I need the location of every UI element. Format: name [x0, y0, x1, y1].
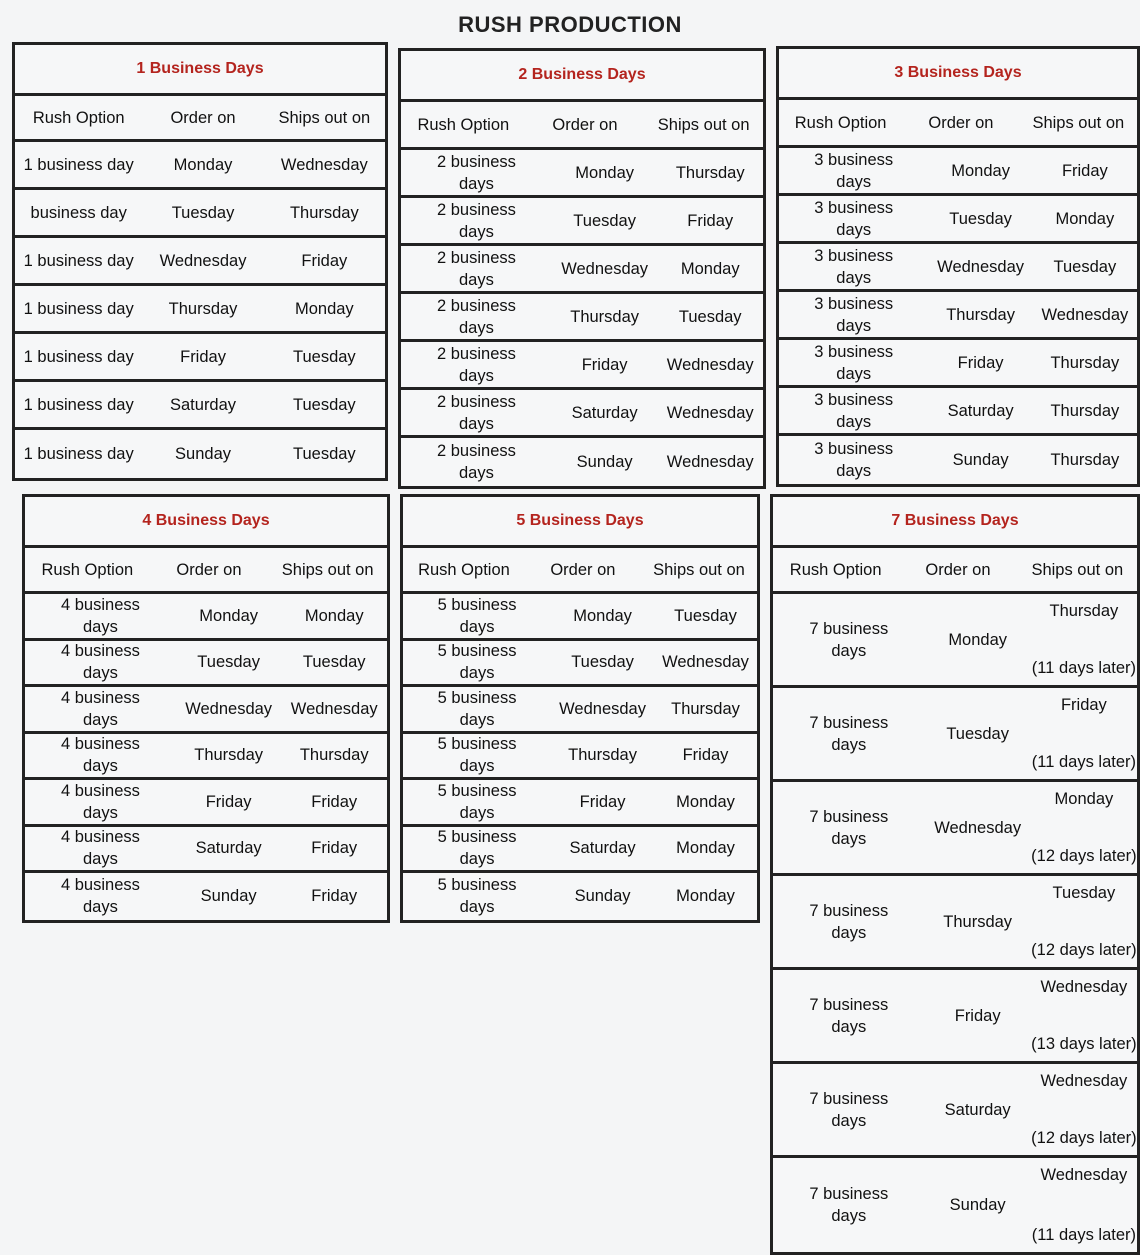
- ships-out-cell: Wednesday: [1041, 305, 1129, 324]
- ships-out-cell: Friday: [311, 792, 358, 811]
- table-title: 7 Business Days: [773, 497, 1137, 548]
- order-on-cell: Thursday: [946, 305, 1015, 324]
- rush-option-cell: 7 business days: [809, 1089, 889, 1130]
- ships-out-cell: Monday: [676, 839, 735, 858]
- rush-option-cell: 4 business days: [60, 735, 140, 776]
- table-row: [779, 244, 1137, 292]
- schedule-table: [776, 46, 1140, 487]
- rush-option-cell: business day: [30, 203, 127, 222]
- header-row: [15, 96, 385, 142]
- table-row: [401, 246, 763, 294]
- order-on-cell: Saturday: [569, 839, 636, 858]
- rush-option-cell: 4 business days: [60, 688, 140, 729]
- ships-out-cell: [1031, 782, 1137, 873]
- header-rush-option: Rush Option: [32, 108, 125, 127]
- rush-option-cell: 4 business days: [60, 595, 140, 636]
- order-on-cell: Wednesday: [937, 257, 1025, 276]
- ships-out-cell: Wednesday: [280, 155, 368, 174]
- order-on-cell: Friday: [581, 355, 628, 374]
- order-on-cell: Thursday: [194, 746, 264, 765]
- order-on-cell: Tuesday: [949, 209, 1012, 228]
- ships-day: Wednesday: [1040, 1072, 1128, 1090]
- header-order-on: Order on: [550, 560, 616, 579]
- header-order-on: Order on: [928, 113, 994, 132]
- rush-option-cell: 2 business days: [436, 296, 516, 337]
- ships-out-cell: Tuesday: [293, 347, 356, 366]
- rush-option-cell: 7 business days: [809, 901, 889, 942]
- rush-option-cell: 5 business days: [437, 781, 517, 822]
- table-row: [779, 388, 1137, 436]
- rush-option-cell: 2 business days: [436, 152, 516, 193]
- table-row: [773, 688, 1137, 782]
- table-row: [779, 436, 1137, 484]
- header-order-on: Order on: [170, 108, 236, 127]
- ships-out-cell: [1031, 594, 1137, 685]
- header-rush-option: Rush Option: [789, 560, 882, 579]
- order-on-cell: Thursday: [168, 299, 238, 318]
- rush-option-cell: 5 business days: [437, 688, 517, 729]
- days-later-note: (11 days later): [1031, 1226, 1137, 1244]
- table-title: 2 Business Days: [401, 51, 763, 102]
- ships-out-cell: [1031, 688, 1137, 779]
- ships-out-cell: Thursday: [1050, 353, 1120, 372]
- table-row: [25, 827, 387, 874]
- rush-option-cell: 1 business day: [23, 155, 134, 174]
- order-on-cell: Saturday: [170, 395, 237, 414]
- table-row: [773, 1064, 1137, 1158]
- table-row: [403, 641, 757, 688]
- order-on-cell: Sunday: [576, 453, 633, 471]
- days-later-note: (11 days later): [1031, 659, 1137, 677]
- ships-out-cell: Monday: [676, 887, 735, 906]
- header-ships-out-on: Ships out on: [1031, 560, 1124, 579]
- order-on-cell: Monday: [199, 606, 258, 625]
- order-on-cell: Friday: [957, 353, 1004, 372]
- table-row: [773, 594, 1137, 688]
- ships-out-cell: Wednesday: [666, 453, 754, 471]
- schedule-table: [400, 494, 760, 923]
- table-row: [401, 390, 763, 438]
- header-rush-option: Rush Option: [418, 560, 510, 579]
- days-later-note: (12 days later): [1031, 1129, 1137, 1147]
- rush-option-cell: 3 business days: [814, 246, 894, 287]
- order-on-cell: Tuesday: [571, 653, 634, 672]
- rush-option-cell: 2 business days: [436, 442, 516, 482]
- rush-option-cell: 4 business days: [60, 828, 140, 869]
- rush-option-cell: 2 business days: [436, 344, 516, 385]
- ships-out-cell: Monday: [294, 299, 354, 318]
- order-on-cell: Friday: [180, 347, 226, 366]
- schedule-table: [12, 42, 388, 481]
- table-row: [15, 382, 385, 430]
- ships-day: Friday: [1060, 696, 1107, 714]
- ships-out-cell: Tuesday: [293, 395, 356, 414]
- ships-out-cell: Monday: [1055, 209, 1115, 228]
- schedule-table: [770, 494, 1140, 1255]
- ships-out-cell: Friday: [311, 887, 358, 906]
- rush-option-cell: 7 business days: [809, 619, 889, 660]
- header-row: [403, 548, 757, 594]
- ships-day: Wednesday: [1040, 978, 1128, 996]
- order-on-cell: Tuesday: [171, 203, 235, 222]
- order-on-cell: Friday: [954, 1006, 1001, 1025]
- rush-option-cell: 1 business day: [23, 395, 134, 414]
- rush-option-cell: 7 business days: [809, 1185, 889, 1225]
- table-row: [25, 641, 387, 688]
- table-title: 3 Business Days: [779, 49, 1137, 100]
- days-later-note: (12 days later): [1031, 847, 1137, 865]
- rush-option-cell: 4 business days: [60, 876, 140, 917]
- order-on-cell: Monday: [573, 606, 632, 625]
- table-row: [25, 873, 387, 920]
- table-row: [25, 734, 387, 781]
- rush-option-cell: 1 business day: [23, 445, 134, 463]
- ships-out-cell: Tuesday: [674, 606, 737, 625]
- header-ships-out-on: Ships out on: [653, 560, 745, 579]
- ships-out-cell: Friday: [301, 251, 348, 270]
- rush-option-cell: 3 business days: [814, 342, 894, 383]
- order-on-cell: Wednesday: [561, 259, 649, 278]
- rush-option-cell: 1 business day: [23, 251, 134, 270]
- table-row: [403, 873, 757, 920]
- table-row: [401, 294, 763, 342]
- table-row: [15, 286, 385, 334]
- ships-out-cell: Wednesday: [662, 653, 749, 672]
- table-row: [15, 430, 385, 478]
- order-on-cell: Sunday: [175, 445, 232, 463]
- ships-out-cell: Thursday: [289, 203, 359, 222]
- ships-out-cell: Wednesday: [666, 403, 754, 422]
- rush-option-cell: 7 business days: [809, 807, 889, 848]
- ships-out-cell: Thursday: [1050, 451, 1120, 469]
- order-on-cell: Sunday: [952, 451, 1009, 469]
- ships-out-cell: Tuesday: [678, 307, 742, 326]
- order-on-cell: Tuesday: [573, 211, 636, 230]
- table-row: [403, 780, 757, 827]
- header-order-on: Order on: [552, 115, 618, 134]
- rush-option-cell: 4 business days: [60, 781, 140, 822]
- table-row: [401, 342, 763, 390]
- days-later-note: (13 days later): [1031, 1035, 1137, 1053]
- order-on-cell: Wednesday: [559, 699, 646, 718]
- ships-out-cell: Monday: [304, 606, 364, 625]
- header-row: [779, 100, 1137, 148]
- header-rush-option: Rush Option: [417, 115, 510, 134]
- days-later-note: (12 days later): [1031, 941, 1137, 959]
- order-on-cell: Thursday: [943, 912, 1013, 931]
- schedule-table: [398, 48, 766, 489]
- ships-out-cell: [1031, 1064, 1137, 1155]
- header-row: [401, 102, 763, 150]
- table-row: [779, 196, 1137, 244]
- table-row: [403, 594, 757, 641]
- rush-option-cell: 2 business days: [436, 392, 516, 433]
- order-on-cell: Sunday: [200, 887, 257, 906]
- table-row: [779, 148, 1137, 196]
- days-later-note: (11 days later): [1031, 753, 1137, 771]
- rush-option-cell: 1 business day: [23, 299, 134, 318]
- rush-option-cell: 5 business days: [437, 735, 517, 776]
- order-on-cell: Saturday: [571, 403, 638, 422]
- table-row: [15, 238, 385, 286]
- order-on-cell: Wednesday: [159, 251, 247, 270]
- rush-option-cell: 5 business days: [437, 828, 517, 869]
- table-row: [401, 438, 763, 486]
- ships-out-cell: [1031, 1158, 1137, 1252]
- ships-out-cell: Friday: [687, 211, 734, 230]
- table-row: [25, 780, 387, 827]
- order-on-cell: Tuesday: [197, 653, 260, 672]
- ships-out-cell: Wednesday: [666, 355, 754, 374]
- ships-out-cell: Friday: [311, 839, 358, 858]
- table-row: [403, 734, 757, 781]
- header-order-on: Order on: [925, 560, 991, 579]
- rush-option-cell: 1 business day: [23, 347, 134, 366]
- table-row: [25, 594, 387, 641]
- ships-day: Monday: [1054, 790, 1114, 808]
- order-on-cell: Sunday: [949, 1196, 1006, 1214]
- table-row: [773, 876, 1137, 970]
- table-row: [401, 198, 763, 246]
- rush-option-cell: 7 business days: [809, 995, 889, 1036]
- page-title: RUSH PRODUCTION: [458, 12, 682, 37]
- rush-option-cell: 5 business days: [437, 595, 517, 636]
- ships-out-cell: Friday: [682, 746, 729, 765]
- ships-out-cell: Friday: [1061, 161, 1108, 180]
- header-row: [25, 548, 387, 594]
- ships-out-cell: Tuesday: [302, 653, 366, 672]
- order-on-cell: Friday: [205, 792, 252, 811]
- ships-out-cell: Thursday: [675, 163, 745, 182]
- order-on-cell: Thursday: [570, 307, 640, 326]
- table-row: [401, 150, 763, 198]
- table-title: 5 Business Days: [403, 497, 757, 548]
- table-title: 1 Business Days: [15, 45, 385, 96]
- table-row: [773, 970, 1137, 1064]
- ships-day: Tuesday: [1052, 884, 1116, 902]
- table-row: [403, 687, 757, 734]
- rush-option-cell: 4 business days: [60, 642, 140, 683]
- ships-out-cell: [1031, 876, 1137, 967]
- rush-option-cell: 3 business days: [814, 198, 894, 239]
- table-row: [15, 142, 385, 190]
- ships-out-cell: Thursday: [671, 699, 740, 718]
- ships-out-cell: [1031, 970, 1137, 1061]
- table-row: [15, 334, 385, 382]
- rush-option-cell: 3 business days: [814, 440, 894, 480]
- rush-option-cell: 3 business days: [814, 150, 894, 191]
- order-on-cell: Thursday: [568, 746, 637, 765]
- order-on-cell: Monday: [948, 630, 1008, 649]
- table-row: [773, 782, 1137, 876]
- table-row: [403, 827, 757, 874]
- ships-out-cell: Tuesday: [293, 445, 356, 463]
- order-on-cell: Wednesday: [934, 818, 1022, 837]
- table-row: [773, 1158, 1137, 1252]
- table-row: [25, 687, 387, 734]
- rush-option-cell: 2 business days: [436, 200, 516, 241]
- header-rush-option: Rush Option: [794, 113, 887, 132]
- order-on-cell: Wednesday: [185, 699, 273, 718]
- order-on-cell: Monday: [173, 155, 233, 174]
- header-ships-out-on: Ships out on: [657, 115, 750, 134]
- header-ships-out-on: Ships out on: [278, 108, 371, 127]
- rush-option-cell: 3 business days: [814, 294, 894, 335]
- order-on-cell: Saturday: [944, 1100, 1011, 1119]
- ships-out-cell: Thursday: [299, 746, 369, 765]
- table-row: [779, 292, 1137, 340]
- ships-out-cell: Wednesday: [290, 699, 378, 718]
- order-on-cell: Tuesday: [946, 724, 1009, 743]
- ships-out-cell: Tuesday: [1053, 257, 1117, 276]
- ships-out-cell: Monday: [676, 792, 735, 811]
- header-row: [773, 548, 1137, 594]
- table-row: [15, 190, 385, 238]
- table-row: [779, 340, 1137, 388]
- header-ships-out-on: Ships out on: [1032, 113, 1125, 132]
- ships-out-cell: Thursday: [1050, 401, 1120, 420]
- ships-day: Wednesday: [1040, 1166, 1128, 1184]
- order-on-cell: Saturday: [195, 839, 262, 858]
- header-rush-option: Rush Option: [41, 560, 134, 579]
- rush-option-cell: 5 business days: [437, 642, 517, 683]
- ships-out-cell: Monday: [680, 259, 740, 278]
- table-title: 4 Business Days: [25, 497, 387, 548]
- ships-day: Thursday: [1049, 602, 1119, 620]
- order-on-cell: Friday: [579, 792, 626, 811]
- rush-option-cell: 2 business days: [436, 248, 516, 289]
- rush-option-cell: 7 business days: [809, 713, 889, 754]
- order-on-cell: Monday: [575, 163, 634, 182]
- rush-option-cell: 3 business days: [814, 390, 894, 431]
- order-on-cell: Saturday: [947, 401, 1014, 420]
- order-on-cell: Sunday: [574, 887, 631, 906]
- order-on-cell: Monday: [951, 161, 1010, 180]
- rush-option-cell: 5 business days: [437, 876, 517, 917]
- header-order-on: Order on: [176, 560, 242, 579]
- schedule-table: [22, 494, 390, 923]
- header-ships-out-on: Ships out on: [281, 560, 374, 579]
